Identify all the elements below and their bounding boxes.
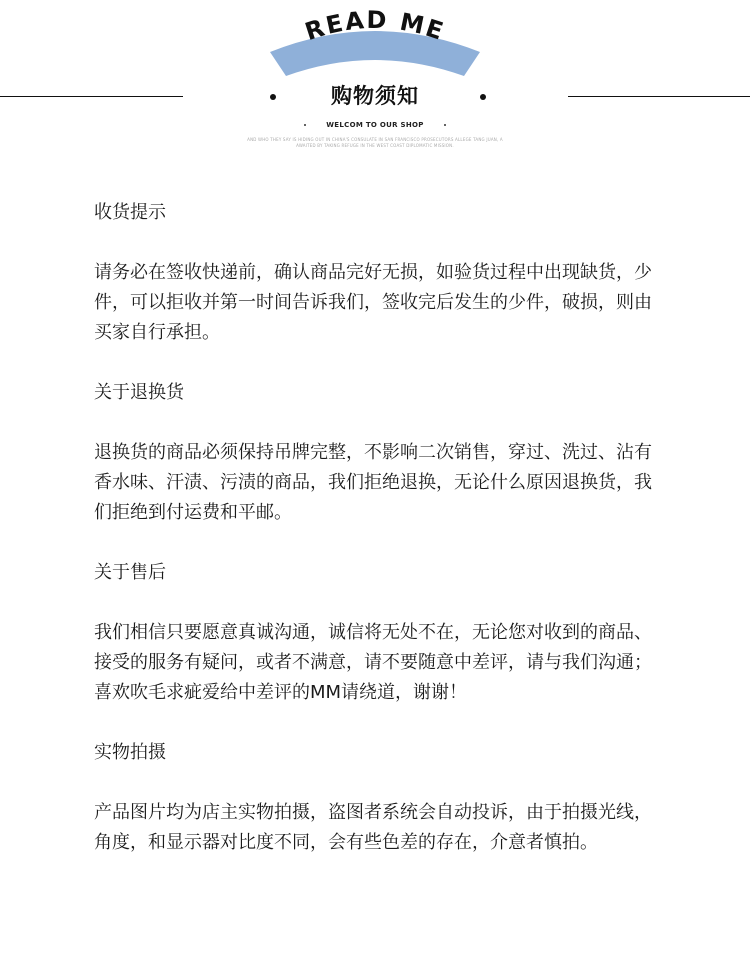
section-body: 我们相信只要愿意真诚沟通，诚信将无处不在，无论您对收到的商品、接受的服务有疑问，或者不满意，请不要随意中差评，请与我们沟通；喜欢吹毛求疵爱给中差评的MM请绕道，谢谢！ xyxy=(94,622,652,703)
section-body: 产品图片均为店主实物拍摄，盗图者系统会自动投诉，由于拍摄光线，角度，和显示器对比度不同，会有些色差的存在，介意者慎拍。 xyxy=(94,802,652,853)
notice-content xyxy=(94,198,664,888)
section-title: 实物拍摄 xyxy=(94,742,166,763)
section-title: 关于售后 xyxy=(94,562,166,583)
section-receiving xyxy=(94,198,664,348)
welcome-dot-left xyxy=(304,124,306,126)
welcome-line xyxy=(0,121,750,129)
welcome-dot-right xyxy=(444,124,446,126)
fine-print-line-1: AND WHO THEY SAY IS HIDING OUT IN CHINA'S CONSULATE IN SAN FRANCISCO PROSECUTORS ALLEGE TANG JUAN, A xyxy=(247,137,503,142)
page-title: 购物须知 xyxy=(331,84,419,108)
fine-print-line-2: AWAITED BY TAKING REFUGE IN THE WEST COAST DIPLOMATIC MISSION. xyxy=(296,143,454,148)
section-body: 退换货的商品必须保持吊牌完整，不影响二次销售，穿过、洗过、沾有香水味、汗渍、污渍的商品，我们拒绝退换，无论什么原因退换货，我们拒绝到付运费和平邮。 xyxy=(94,442,652,523)
arc-band xyxy=(270,31,480,76)
section-real-photos xyxy=(94,738,664,858)
welcome-text: WELCOM TO OUR SHOP xyxy=(326,121,424,129)
header xyxy=(0,0,750,160)
section-returns xyxy=(94,378,664,528)
section-after-sales xyxy=(94,558,664,708)
section-title: 收货提示 xyxy=(94,202,166,223)
arc-title: READ ME xyxy=(301,5,449,47)
section-title: 关于退换货 xyxy=(94,382,184,403)
section-body: 请务必在签收快递前，确认商品完好无损，如验货过程中出现缺货，少件，可以拒收并第一时间告诉我们，签收完后发生的少件，破损，则由买家自行承担。 xyxy=(94,262,652,343)
